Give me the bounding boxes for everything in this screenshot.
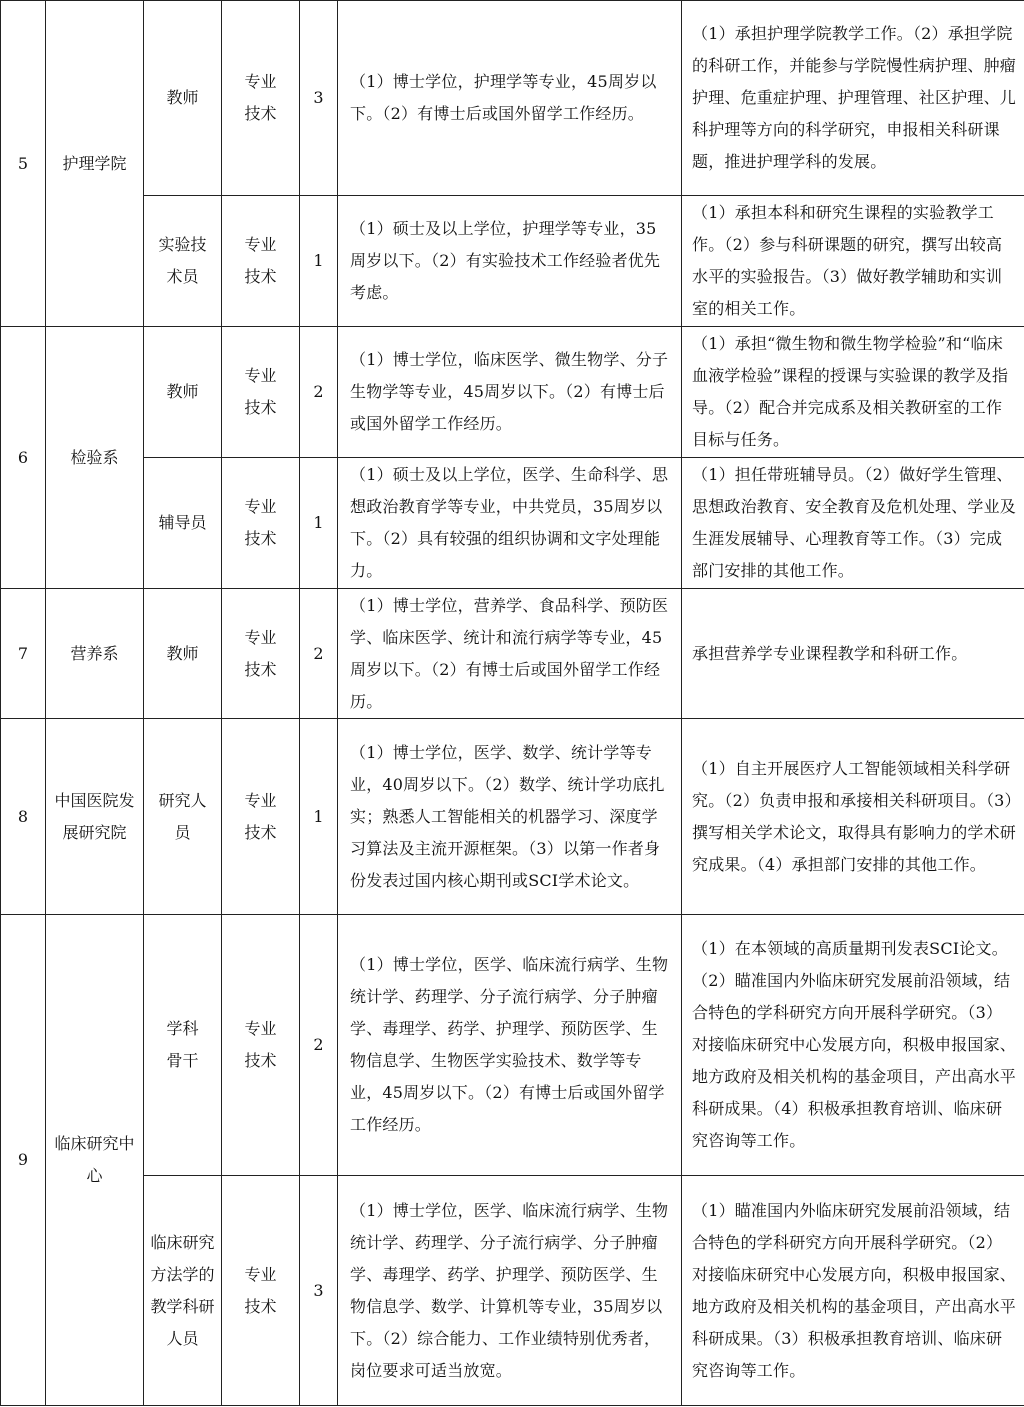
row-number: 8 (1, 719, 46, 915)
department-cell: 检验系 (46, 327, 144, 589)
table-row (1, 327, 1024, 458)
table-row (1, 589, 1024, 719)
row-number: 7 (1, 589, 46, 719)
department-cell: 护理学院 (46, 1, 144, 327)
requirements-cell: （1）硕士及以上学位，护理学等专业，35周岁以下。（2）有实验技术工作经验者优先考虑。 (338, 196, 682, 327)
post-category-cell: 专业技术 (222, 589, 300, 719)
duties-cell: （1）自主开展医疗人工智能领域相关科学研究。（2）负责申报和承接相关科研项目。（3）撰写相关学术论文，取得具有影响力的学术研究成果。（4）承担部门安排的其他工作。 (682, 719, 1024, 915)
requirements-cell: （1）博士学位，医学、临床流行病学、生物统计学、药理学、分子流行病学、分子肿瘤学、毒理学、药学、护理学、预防医学、生物信息学、生物医学实验技术、数学等专业，45周岁以下。（2）有博士后或国外留学工作经历。 (338, 915, 682, 1176)
duties-cell: （1）承担护理学院教学工作。（2）承担学院的科研工作，并能参与学院慢性病护理、肿瘤护理、危重症护理、护理管理、社区护理、儿科护理等方向的科学研究，申报相关科研课题，推进护理学科的发展。 (682, 1, 1024, 196)
post-count-cell: 3 (300, 1, 338, 196)
row-number: 5 (1, 1, 46, 327)
requirements-cell: （1）博士学位，护理学等专业，45周岁以下。（2）有博士后或国外留学工作经历。 (338, 1, 682, 196)
post-count-cell: 2 (300, 327, 338, 458)
table-row (1, 458, 1024, 589)
post-title-cell: 辅导员 (144, 458, 222, 589)
post-category-cell: 专业技术 (222, 719, 300, 915)
duties-cell: （1）在本领域的高质量期刊发表SCI论文。（2）瞄准国内外临床研究发展前沿领域，结合特色的学科研究方向开展科学研究。（3）对接临床研究中心发展方向，积极申报国家、地方政府及相关机构的基金项目，产出高水平科研成果。（4）积极承担教育培训、临床研究咨询等工作。 (682, 915, 1024, 1176)
row-number: 9 (1, 915, 46, 1406)
table-row (1, 1176, 1024, 1406)
requirements-cell: （1）博士学位，医学、数学、统计学等专业，40周岁以下。（2）数学、统计学功底扎实；熟悉人工智能相关的机器学习、深度学习算法及主流开源框架。（3）以第一作者身份发表过国内核心期刊或SCI学术论文。 (338, 719, 682, 915)
duties-cell: （1）承担本科和研究生课程的实验教学工作。（2）参与科研课题的研究，撰写出较高水平的实验报告。（3）做好教学辅助和实训室的相关工作。 (682, 196, 1024, 327)
table-row (1, 196, 1024, 327)
row-number: 6 (1, 327, 46, 589)
post-category-cell: 专业技术 (222, 196, 300, 327)
department-cell: 营养系 (46, 589, 144, 719)
post-category-cell: 专业技术 (222, 1, 300, 196)
table-row (1, 915, 1024, 1176)
post-title-cell: 临床研究方法学的教学科研人员 (144, 1176, 222, 1406)
post-count-cell: 2 (300, 589, 338, 719)
post-count-cell: 1 (300, 196, 338, 327)
post-count-cell: 2 (300, 915, 338, 1176)
table-row (1, 1, 1024, 196)
department-cell: 临床研究中心 (46, 915, 144, 1406)
requirements-cell: （1）博士学位，临床医学、微生物学、分子生物学等专业，45周岁以下。（2）有博士后或国外留学工作经历。 (338, 327, 682, 458)
duties-cell: （1）担任带班辅导员。（2）做好学生管理、思想政治教育、安全教育及危机处理、学业及生涯发展辅导、心理教育等工作。（3）完成部门安排的其他工作。 (682, 458, 1024, 589)
post-title-cell: 实验技术员 (144, 196, 222, 327)
department-cell: 中国医院发展研究院 (46, 719, 144, 915)
post-title-cell: 教师 (144, 1, 222, 196)
post-count-cell: 1 (300, 458, 338, 589)
post-count-cell: 1 (300, 719, 338, 915)
post-count-cell: 3 (300, 1176, 338, 1406)
requirements-cell: （1）硕士及以上学位，医学、生命科学、思想政治教育学等专业，中共党员，35周岁以下。（2）具有较强的组织协调和文字处理能力。 (338, 458, 682, 589)
post-title-cell: 研究人员 (144, 719, 222, 915)
post-title-cell: 教师 (144, 327, 222, 458)
post-title-cell: 教师 (144, 589, 222, 719)
post-category-cell: 专业技术 (222, 458, 300, 589)
post-title-cell: 学科骨干 (144, 915, 222, 1176)
table-row (1, 719, 1024, 915)
duties-cell: 承担营养学专业课程教学和科研工作。 (682, 589, 1024, 719)
duties-cell: （1）承担“微生物和微生物学检验”和“临床血液学检验”课程的授课与实验课的教学及指导。（2）配合并完成系及相关教研室的工作目标与任务。 (682, 327, 1024, 458)
requirements-cell: （1）博士学位，医学、临床流行病学、生物统计学、药理学、分子流行病学、分子肿瘤学、毒理学、药学、护理学、预防医学、生物信息学、数学、计算机等专业，35周岁以下。（2）综合能力、工作业绩特别优秀者，岗位要求可适当放宽。 (338, 1176, 682, 1406)
post-category-cell: 专业技术 (222, 327, 300, 458)
duties-cell: （1）瞄准国内外临床研究发展前沿领域，结合特色的学科研究方向开展科学研究。（2）对接临床研究中心发展方向，积极申报国家、地方政府及相关机构的基金项目，产出高水平科研成果。（3）积极承担教育培训、临床研究咨询等工作。 (682, 1176, 1024, 1406)
requirements-cell: （1）博士学位，营养学、食品科学、预防医学、临床医学、统计和流行病学等专业，45周岁以下。（2）有博士后或国外留学工作经历。 (338, 589, 682, 719)
post-category-cell: 专业技术 (222, 1176, 300, 1406)
post-category-cell: 专业技术 (222, 915, 300, 1176)
